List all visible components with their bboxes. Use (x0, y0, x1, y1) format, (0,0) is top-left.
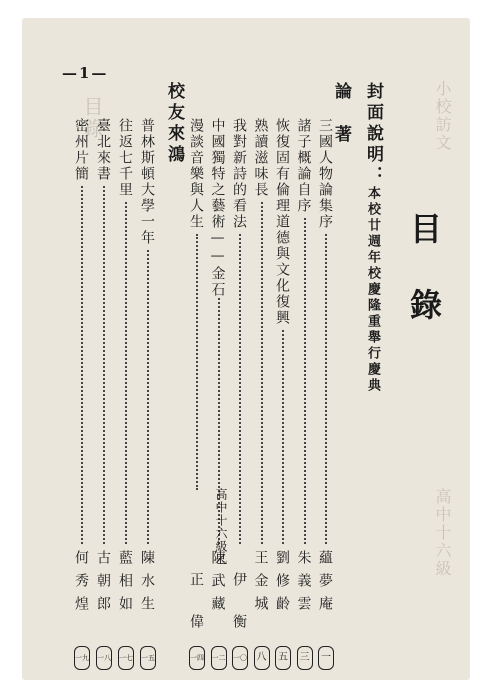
toc-entry-page: 三 (297, 646, 313, 670)
toc-entry-title: 諸子概論自序 (295, 118, 312, 214)
bleed-through-column: 小校訪文 (433, 80, 452, 152)
toc-entry-title: 普林斯頓大學一年 (139, 118, 155, 246)
document-page (22, 18, 470, 680)
dot-leader (282, 330, 284, 544)
toc-entry-page: 一〇 (232, 646, 248, 670)
toc-entry-author: 陳武藏 (209, 550, 226, 619)
page-number: —1— (62, 64, 109, 82)
bleed-through-column: 目錄 (80, 96, 104, 140)
dot-leader (196, 234, 198, 490)
page-title: 目錄 (405, 212, 443, 364)
letters-heading: 校友來鴻 (164, 82, 184, 166)
cover-heading: 封面說明： (363, 82, 383, 187)
dot-leader (325, 234, 327, 544)
toc-entry-title: 三國人物論集序 (317, 118, 333, 230)
toc-entry-author: 蘊夢庵 (317, 550, 333, 619)
toc-entry-title: 臺北來書 (95, 118, 111, 182)
toc-entry-title: 熟讀滋味長 (252, 118, 269, 198)
toc-entry-author: 正偉 (188, 572, 204, 656)
toc-entry-note: 高中十六級乙 (214, 488, 228, 566)
toc-entry-page: 一七 (118, 646, 134, 670)
toc-entry-author: 劉修齡 (274, 550, 290, 619)
toc-entry-title: 我對新詩的看法 (231, 118, 247, 230)
toc-entry-page: 一八 (96, 646, 112, 670)
toc-entry-page: 一九 (74, 646, 90, 670)
dot-leader (81, 186, 83, 544)
toc-entry-author: 伊衡 (231, 572, 247, 656)
bleed-through-column: 高中十六級 (433, 488, 452, 578)
dot-leader (239, 234, 241, 544)
cover-text: 本校廿週年校慶隆重舉行慶典 (365, 186, 380, 394)
toc-entry-title: 中國獨特之藝術——金石 (209, 118, 226, 298)
toc-entry-author: 古朝郎 (95, 550, 111, 619)
toc-entry-page: 八 (254, 646, 270, 670)
toc-entry-page: 一二 (211, 646, 227, 670)
dot-leader (147, 250, 149, 544)
dot-leader (125, 202, 127, 544)
toc-entry-title: 密州片簡 (73, 118, 89, 182)
toc-entry-title: 恢復固有倫理道德與文化復興 (274, 118, 290, 326)
toc-entry-title: 漫談音樂與人生 (188, 118, 204, 230)
toc-entry-author: 何秀煌 (73, 550, 89, 619)
toc-entry-page: 五 (275, 646, 291, 670)
toc-entry-page: 一 (318, 646, 334, 670)
essays-heading: 論著 (331, 82, 351, 168)
dot-leader (103, 186, 105, 544)
dot-leader (304, 218, 306, 544)
toc-entry-author: 藍相如 (117, 550, 133, 619)
dot-leader (261, 202, 263, 544)
toc-entry-author: 朱義雲 (295, 550, 312, 619)
toc-entry-page: 一五 (140, 646, 156, 670)
toc-entry-author: 陳水生 (139, 550, 155, 619)
toc-entry-title: 往返七千里 (117, 118, 133, 198)
toc-entry-author: 王金城 (252, 550, 269, 619)
toc-entry-page: 一四 (189, 646, 205, 670)
